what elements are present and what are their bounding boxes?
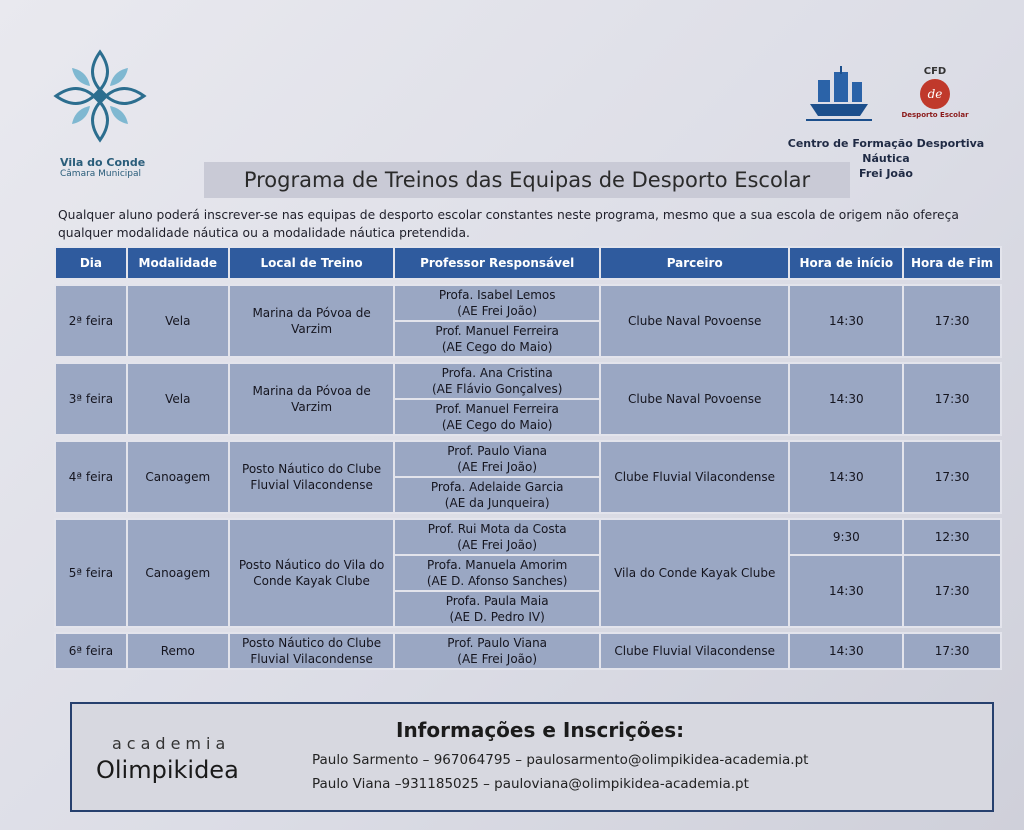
- professor-school: (AE D. Pedro IV): [449, 610, 545, 624]
- professor-name: Profa. Manuela Amorim: [427, 558, 568, 572]
- professor-name: Profa. Isabel Lemos: [438, 288, 556, 302]
- col-header-modalidade: Modalidade: [127, 247, 229, 279]
- cell-local: Marina da Póvoa de Varzim: [229, 363, 395, 435]
- cell-professor: [394, 441, 600, 477]
- professor-name: Prof. Manuel Ferreira: [435, 402, 559, 416]
- cell-dia: 2ª feira: [55, 285, 127, 357]
- cell-dia: 3ª feira: [55, 363, 127, 435]
- col-header-fim: Hora de Fim: [903, 247, 1001, 279]
- cell-modalidade: Canoagem: [127, 519, 229, 627]
- cell-professor: [394, 519, 600, 555]
- professor-school: (AE D. Afonso Sanches): [426, 574, 568, 588]
- cell-local: Posto Náutico do Vila do Conde Kayak Clube: [229, 519, 395, 627]
- professor-school: (AE Cego do Maio): [441, 418, 553, 432]
- professor-name: Prof. Paulo Viana: [447, 444, 548, 458]
- professor-school: (AE Frei João): [457, 460, 538, 474]
- cell-modalidade: Vela: [127, 285, 229, 357]
- cell-parceiro: Clube Naval Povoense: [600, 285, 790, 357]
- cell-inicio: 14:30: [789, 441, 903, 513]
- cfd-circle-icon: de: [920, 79, 950, 109]
- professor-school: (AE Cego do Maio): [441, 340, 553, 354]
- cell-modalidade: Vela: [127, 363, 229, 435]
- table-row: [55, 633, 1001, 669]
- cell-inicio: 14:30: [789, 555, 903, 627]
- cell-dia: 4ª feira: [55, 441, 127, 513]
- cell-dia: 5ª feira: [55, 519, 127, 627]
- cell-professor: [394, 477, 600, 513]
- cfd-name-line1: Centro de Formação Desportiva Náutica: [787, 137, 985, 165]
- ship-icon: [804, 66, 874, 124]
- cell-modalidade: Canoagem: [127, 441, 229, 513]
- professor-school: (AE da Junqueira): [444, 496, 550, 510]
- table-row: [55, 285, 1001, 321]
- academia-label: academia: [112, 734, 231, 753]
- info-title: Informações e Inscrições:: [396, 718, 685, 742]
- professor-name: Prof. Rui Mota da Costa: [427, 522, 567, 536]
- intro-text: Qualquer aluno poderá inscrever-se nas equipas de desporto escolar constantes neste programa, mesmo que a sua escola de origem não ofereça qualquer modalidade náutica ou a modalidade náutica pretendida.: [58, 208, 959, 240]
- cell-professor: [394, 363, 600, 399]
- vila-do-conde-logo: [48, 48, 158, 179]
- cell-professor: [394, 591, 600, 627]
- cell-local: Marina da Póvoa de Varzim: [229, 285, 395, 357]
- cell-dia: 6ª feira: [55, 633, 127, 669]
- professor-name: Prof. Paulo Viana: [447, 636, 548, 650]
- cell-professor: [394, 399, 600, 435]
- cell-parceiro: Clube Naval Povoense: [600, 363, 790, 435]
- table-row: [55, 363, 1001, 399]
- cell-fim: 17:30: [903, 363, 1001, 435]
- cfd-emblem: [900, 66, 970, 119]
- cell-inicio: 9:30: [789, 519, 903, 555]
- cell-professor: [394, 633, 600, 669]
- col-header-inicio: Hora de início: [789, 247, 903, 279]
- cell-fim: 17:30: [903, 633, 1001, 669]
- contact-line-1: Paulo Sarmento – 967064795 – paulosarmento@olimpikidea-academia.pt: [312, 752, 809, 768]
- schedule-table: [54, 246, 1002, 670]
- cfd-name-line2: Frei João: [859, 167, 913, 180]
- col-header-local: Local de Treino: [229, 247, 395, 279]
- contact-line-2: Paulo Viana –931185025 – pauloviana@olimpikidea-academia.pt: [312, 776, 749, 792]
- cfd-subtitle: Desporto Escolar: [901, 111, 969, 119]
- cfd-label: CFD: [923, 66, 947, 77]
- professor-name: Prof. Manuel Ferreira: [435, 324, 559, 338]
- professor-school: (AE Frei João): [457, 652, 538, 666]
- cell-professor: [394, 555, 600, 591]
- professor-name: Profa. Paula Maia: [445, 594, 549, 608]
- cell-parceiro: Clube Fluvial Vilacondense: [600, 633, 790, 669]
- professor-school: (AE Frei João): [457, 304, 538, 318]
- table-header-row: [55, 247, 1001, 279]
- cell-local: Posto Náutico do Clube Fluvial Vilacondense: [229, 633, 395, 669]
- cell-fim: 12:30: [903, 519, 1001, 555]
- cell-local: Posto Náutico do Clube Fluvial Vilacondense: [229, 441, 395, 513]
- cell-fim: 17:30: [903, 285, 1001, 357]
- cell-fim: 17:30: [903, 555, 1001, 627]
- cell-modalidade: Remo: [127, 633, 229, 669]
- cell-parceiro: Clube Fluvial Vilacondense: [600, 441, 790, 513]
- table-row: [55, 441, 1001, 477]
- schedule-table-wrap: [54, 246, 1002, 670]
- cell-inicio: 14:30: [789, 285, 903, 357]
- cell-inicio: 14:30: [789, 363, 903, 435]
- professor-school: (AE Flávio Gonçalves): [431, 382, 563, 396]
- col-header-professor: Professor Responsável: [394, 247, 600, 279]
- page-title: Programa de Treinos das Equipas de Desporto Escolar: [243, 168, 811, 192]
- vila-do-conde-flower-logo: [52, 48, 148, 144]
- professor-school: (AE Frei João): [457, 538, 538, 552]
- table-row: [55, 519, 1001, 555]
- col-header-parceiro: Parceiro: [600, 247, 790, 279]
- cell-fim: 17:30: [903, 441, 1001, 513]
- cell-professor: [394, 285, 600, 321]
- professor-name: Profa. Adelaide Garcia: [430, 480, 564, 494]
- city-name: Vila do Conde: [60, 156, 146, 169]
- cell-professor: [394, 321, 600, 357]
- cell-parceiro: Vila do Conde Kayak Clube: [600, 519, 790, 627]
- olimpikidea-logo: Olimpikidea: [96, 756, 239, 784]
- city-subtitle: Câmara Municipal: [60, 169, 142, 179]
- title-banner: [204, 162, 850, 198]
- cell-inicio: 14:30: [789, 633, 903, 669]
- col-header-dia: Dia: [55, 247, 127, 279]
- professor-name: Profa. Ana Cristina: [441, 366, 553, 380]
- info-box: [70, 702, 994, 812]
